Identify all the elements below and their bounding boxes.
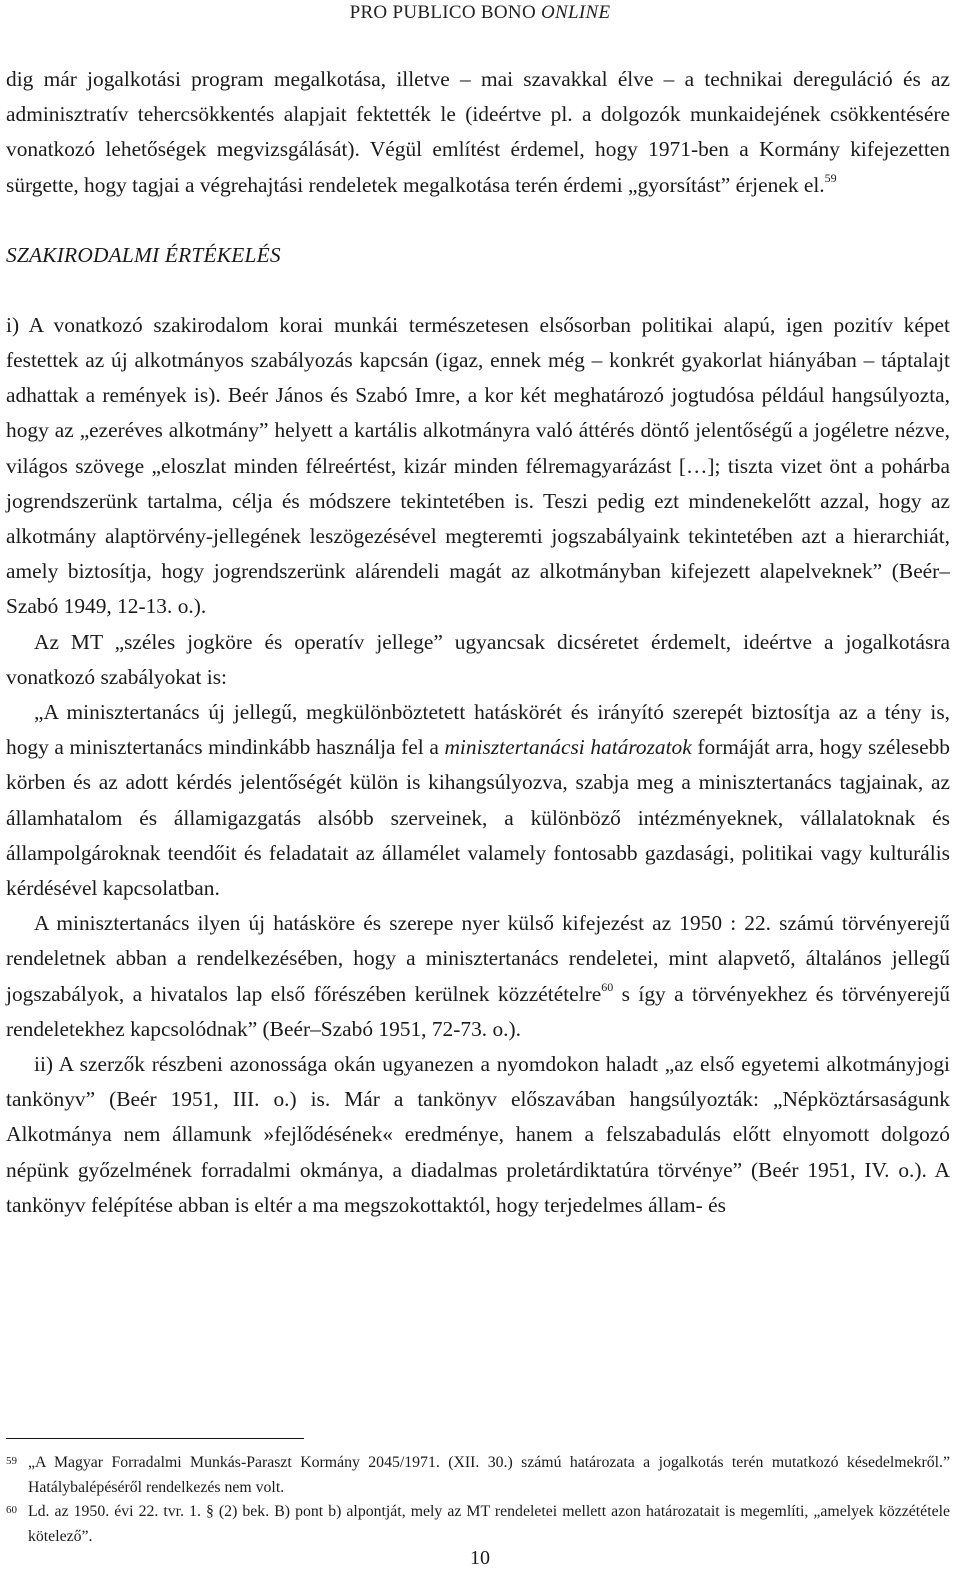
page-number: 10 <box>470 1547 490 1569</box>
footnotes <box>6 1451 950 1549</box>
footnote-ref-60[interactable]: 60 <box>601 979 614 994</box>
paragraph-1: dig már jogalkotási program megalkotása, illetve – mai szavakkal élve – a technikai dereguláció és az adminisztratív tehercsökkentés alapjait fektették le (ideértve pl. a dolgozók munkaidejének csökkentésére vonatkozó lehetőségek megvizsgálását). Végül említést érdemel, hogy 1971-ben a Kormány kifejezetten sürgette, hogy tagjai a végrehajtási rendeletek megalkotása terén érdemi „gyorsítást” érjenek el.$^{59}$ <box>6 67 950 197</box>
footnote-separator <box>6 1438 304 1439</box>
paragraph-5: A minisztertanács ilyen új hatásköre és szerepe nyer külső kifejezést az 1950 : 22. számú törvényerejű rendeletnek abban a rendelkezésében, hogy a minisztertanács rendeletei, mint alapvető, általános jellegű jogszabályok, a hivatalos lap első főrészében kerülnek közzétételre$^{60}$ s így a törvényekhez és törvényerejű rendeletekhez kapcsolódnak” (Beér–Szabó 1951, 72-73. o.). <box>6 911 950 1041</box>
paragraph-2: i) A vonatkozó szakirodalom korai munkái természetesen elsősorban politikai alapú, igen pozitív képet festettek az új alkotmányos szabályozás kapcsán (igaz, ennek még – konkrét gyakorlat hiányában – táptalajt adhattak a remények is). Beér János és Szabó Imre, a kor két meghatározó jogtudósa például hangsúlyozta, hogy az „ezeréves alkotmány” helyett a kartális alkotmányra való áttérés döntő jelentőségű a jogéletre nézve, világos szövege „eloszlat minden félreértést, kizár minden félremagyarázást […]; tiszta vizet önt a pohárba jogrendszerünk tartalma, célja és módszere tekintetében is. Teszi pedig ezt mindenekelőtt azzal, hogy az alkotmány alaptörvény-jellegének leszögezésével megteremti jogszabályaink tekintetében azt a hierarchiát, amely biztosítja, hogy jogrendszerünk alárendeli magát az alkotmányban kifejezett alapelveknek” (Beér–Szabó 1949, 12-13. o.). <box>6 312 950 619</box>
block-quote: „A minisztertanács új jellegű, megkülönböztetett hatáskörét és irányító szerepét biztosítja az a tény is, hogy a minisztertanács mindinkább használja fel a minisztertanácsi határozatok formáját arra, hogy szélesebb körben és az adott kérdés jelentőségét külön is kihangsúlyozva, szabja meg a minisztertanács tagjainak, az államhatalom és államigazgatás alsóbb szerveinek, a különböző intézményeknek, vállalatoknak és állampolgároknak teendőit és feladatait az államélet valamely fontosabb gazdasági, politikai vagy kulturális kérdésével kapcsolatban. <box>6 700 951 901</box>
footnote-number: 59 <box>6 1455 17 1467</box>
paragraph-6: ii) A szerzők részbeni azonossága okán ugyanezen a nyomdokon haladt „az első egyetemi alkotmányjogi tankönyv” (Beér 1951, III. o.) is. Már a tankönyv előszavában hangsúlyozták: „Népköztársaságunk Alkotmánya nem államunk »fejlődésének« eredménye, hanem a felszabadulás előtt elnyomott dolgozó népünk győzelmének forradalmi okmánya, a diadalmas proletárdiktatúra törvénye” (Beér 1951, IV. o.). A tankönyv felépítése abban is eltér a ma megszokottaktól, hogy terjedelmes állam- és <box>6 1052 950 1217</box>
footnote-text: „A Magyar Forradalmi Munkás-Paraszt Kormány 2045/1971. (XII. 30.) számú határozata a jogalkotás terén mutatkozó késedelmekről.” Hatálybalépéséről rendelkezés nem volt. <box>28 1454 950 1496</box>
journal-subtitle: ONLINE <box>541 2 611 23</box>
section-heading: SZAKIRODALMI ÉRTÉKELÉS <box>6 242 281 267</box>
body-text <box>6 62 950 1223</box>
quote-emphasis: minisztertanácsi határozatok <box>444 735 692 760</box>
footnote-number: 60 <box>6 1504 17 1516</box>
footnote-ref-59[interactable]: 59 <box>824 170 837 185</box>
footnote-text: Ld. az 1950. évi 22. tvr. 1. § (2) bek. B) pont b) alpontját, mely az MT rendeletei mellett azon határozatait is megemlíti, „amelyek közzététele kötelező”. <box>28 1503 950 1545</box>
journal-title: PRO PUBLICO BONO <box>349 2 536 23</box>
running-header <box>0 2 960 24</box>
footnote-60 <box>6 1500 950 1549</box>
paragraph-3: Az MT „széles jogköre és operatív jellege” ugyancsak dicséretet érdemelt, ideértve a jogalkotásra vonatkozó szabályokat is: <box>6 629 950 689</box>
footnote-59 <box>6 1451 950 1500</box>
